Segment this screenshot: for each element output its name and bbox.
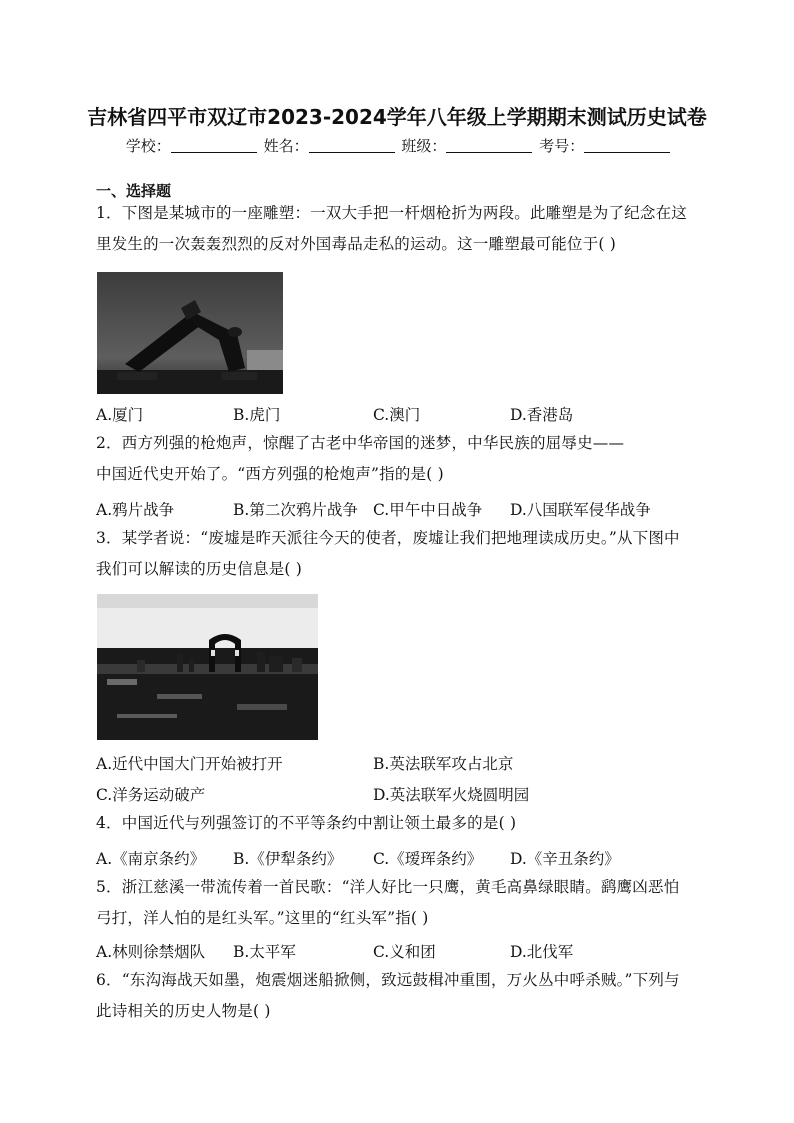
q3-option-c[interactable]: C.洋务运动破产 (96, 786, 206, 804)
question-3-options-row-1 (96, 752, 706, 776)
q5-option-d[interactable]: D.北伐军 (510, 943, 574, 961)
q1-option-b[interactable]: B.虎门 (233, 406, 281, 424)
question-3-line-2: 我们可以解读的历史信息是( ) (96, 560, 303, 578)
q1-option-a[interactable]: A.厦门 (96, 406, 144, 424)
question-4 (96, 808, 700, 839)
q4-option-d[interactable]: D.《辛丑条约》 (510, 850, 620, 868)
question-3-line-1: 3．某学者说：“废墟是昨天派往今天的使者，废墟让我们把地理读成历史。”从下图中 (96, 529, 680, 547)
question-2 (96, 428, 700, 490)
question-5-line-2: 弓打，洋人怕的是红头军。”这里的“红头军”指( ) (96, 909, 429, 927)
question-6 (96, 965, 700, 1027)
q2-option-a[interactable]: A.鸦片战争 (96, 501, 175, 519)
sculpture-photo (97, 272, 283, 394)
question-2-options (96, 498, 706, 522)
question-5-line-1: 5．浙江慈溪一带流传着一首民歌：“洋人好比一只鹰，黄毛高鼻绿眼睛。鹞鹰凶恶怕 (96, 878, 680, 896)
q2-option-c[interactable]: C.甲午中日战争 (373, 501, 483, 519)
class-blank (446, 137, 532, 153)
question-1-line-1: 1．下图是某城市的一座雕塑：一双大手把一杆烟枪折为两段。此雕塑是为了纪念在这 (96, 204, 687, 222)
name-blank (309, 137, 395, 153)
q2-option-b[interactable]: B.第二次鸦片战争 (233, 501, 358, 519)
question-2-line-2: 中国近代史开始了。“西方列强的枪炮声”指的是( ) (96, 465, 444, 483)
question-3-options-row-2 (96, 783, 706, 807)
section-heading: 一、选择题 (96, 182, 172, 200)
q3-option-d[interactable]: D.英法联军火烧圆明园 (373, 786, 530, 804)
q5-option-b[interactable]: B.太平军 (233, 943, 296, 961)
q3-option-b[interactable]: B.英法联军攻占北京 (373, 755, 514, 773)
name-label: 姓名： (263, 137, 309, 155)
question-4-line-1: 4．中国近代与列强签订的不平等条约中割让领土最多的是( ) (96, 814, 517, 832)
question-6-line-1: 6．“东沟海战天如墨，炮震烟迷船掀侧，致远鼓楫冲重围，万火丛中呼杀贼。”下列与 (96, 971, 680, 989)
class-label: 班级： (401, 137, 447, 155)
question-4-options (96, 847, 706, 871)
q4-option-b[interactable]: B.《伊犁条约》 (233, 850, 343, 868)
question-2-line-1: 2．西方列强的枪炮声，惊醒了古老中华帝国的迷梦，中华民族的屈辱史—— (96, 434, 625, 452)
q4-option-c[interactable]: C.《瑷珲条约》 (373, 850, 483, 868)
q1-option-c[interactable]: C.澳门 (373, 406, 421, 424)
ruins-photo (97, 594, 318, 740)
school-label: 学校： (125, 137, 171, 155)
question-5 (96, 872, 700, 934)
q5-option-a[interactable]: A.林则徐禁烟队 (96, 943, 206, 961)
question-3 (96, 523, 700, 585)
student-info-line (0, 135, 794, 156)
question-5-options (96, 940, 706, 964)
question-1-line-2: 里发生的一次轰轰烈烈的反对外国毒品走私的运动。这一雕塑最可能位于( ) (96, 235, 617, 253)
exam-title: 吉林省四平市双辽市2023-2024学年八年级上学期期末测试历史试卷 (87, 105, 707, 129)
exam-number-label: 考号： (539, 137, 585, 155)
question-1-options (96, 403, 706, 427)
q4-option-a[interactable]: A.《南京条约》 (96, 850, 206, 868)
q2-option-d[interactable]: D.八国联军侵华战争 (510, 501, 651, 519)
question-6-line-2: 此诗相关的历史人物是( ) (96, 1002, 271, 1020)
exam-number-blank (584, 137, 670, 153)
question-1 (96, 198, 700, 260)
q1-option-d[interactable]: D.香港岛 (510, 406, 574, 424)
school-blank (171, 137, 257, 153)
q3-option-a[interactable]: A.近代中国大门开始被打开 (96, 755, 283, 773)
q5-option-c[interactable]: C.义和团 (373, 943, 436, 961)
